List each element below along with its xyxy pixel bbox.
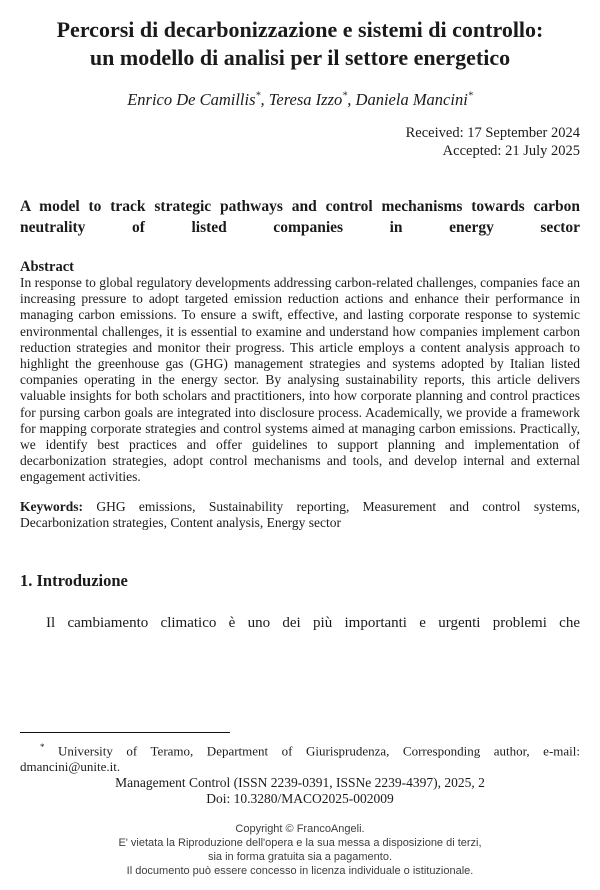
page-title: Percorsi di decarbonizzazione e sistemi di controllo: un modello di analisi per il settore energetico — [56, 17, 544, 70]
footnote-text: University of Teramo, Department of Giurisprudenza, Corresponding author, e-mail: dmancini@unite.it. — [20, 743, 580, 774]
affiliation-footnote — [20, 739, 580, 775]
intro-paragraph: Il cambiamento climatico è uno dei più importanti e urgenti problemi che — [46, 615, 580, 632]
section-heading-introduzione: 1. Introduzione — [20, 571, 128, 591]
footnote-rule — [20, 732, 230, 733]
doi-line: Doi: 10.3280/MACO2025-002009 — [206, 791, 394, 806]
english-title: A model to track strategic pathways and control mechanisms towards carbon neutrality of listed companies in energy sector — [20, 198, 580, 236]
keywords-text: GHG emissions, Sustainability reporting, Measurement and control systems, Decarbonization strategies, Content analysis, Energy sector — [20, 498, 581, 530]
footnote-marker: * — [40, 741, 45, 752]
journal-issn-line: Management Control (ISSN 2239-0391, ISSNe 2239-4397), 2025, 2 — [115, 775, 485, 790]
copyright-block — [20, 822, 580, 878]
accepted-date: Accepted: 21 July 2025 — [442, 142, 580, 159]
authors-line: Enrico De Camillis*, Teresa Izzo*, Daniela Mancini* — [127, 90, 473, 109]
keywords-line — [20, 499, 580, 531]
vertical-spacer — [20, 632, 580, 732]
copyright-line: sia in forma gratuita sia a pagamento. — [207, 851, 393, 863]
abstract-text: In response to global regulatory developments addressing carbon-related challenges, companies face an increasing pressure to adopt targeted emission reduction actions and enhance their performance in managing carbon emissions. To ensure a swift, effective, and lasting corporate response to systemic environmental challenges, it is essential to examine and understand how companies implement carbon reduction strategies and monitor their progress. This article employs a content analysis approach to highlight the greenhouse gas (GHG) management strategies and systems adopted by Italian listed companies operating in the energy sector. By analysing sustainability reports, this article delivers valuable insights for both scholars and practitioners, into how corporate planning and control practices for pursing carbon goals are integrated into disclosure process. Academically, we provide a framework for mapping corporate strategies and control systems aimed at managing carbon emissions. Practically, we identify best practices and offer guidelines to support planning and implementation of decarbonization strategies, adopt control mechanisms and tools, and develop internal and external engagement activities. — [20, 275, 580, 485]
copyright-line: Il documento può essere concesso in licenza individuale o istituzionale. — [126, 865, 474, 877]
dates-block — [20, 125, 580, 160]
abstract-heading: Abstract — [20, 259, 74, 275]
copyright-line: E' vietata la Riproduzione dell'opera e la sua messa a disposizione di terzi, — [118, 837, 482, 849]
keywords-label: Keywords: — [20, 498, 83, 514]
copyright-line: Copyright © FrancoAngeli. — [235, 823, 365, 835]
received-date: Received: 17 September 2024 — [405, 125, 580, 141]
